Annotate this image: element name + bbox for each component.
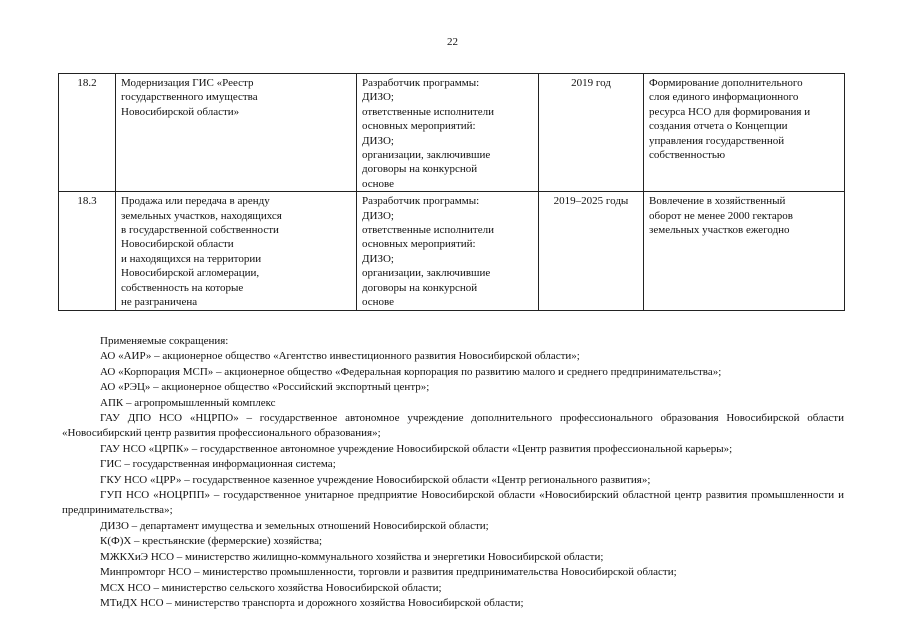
abbreviation-item: ГКУ НСО «ЦРР» – государственное казенное учреждение Новосибирской области «Центр регионального развития»; — [100, 473, 651, 486]
executor-cell-line: договоры на конкурсной — [362, 281, 478, 294]
measure-cell-line: Новосибирской области» — [121, 105, 240, 118]
abbreviation-item: ГИС – государственная информационная система; — [100, 458, 336, 471]
result-cell-line: собственностью — [649, 149, 726, 162]
row-number: 18.2 — [59, 74, 116, 192]
measure-cell-line: в государственной собственности — [121, 224, 279, 237]
executor-cell-line: ответственные исполнители — [362, 224, 494, 237]
executor-cell-line: Разработчик программы: — [362, 77, 480, 89]
result-cell-line: слоя единого информационного — [649, 91, 799, 104]
executor-cell-line: Разработчик программы: — [362, 195, 480, 208]
executor-cell-line: основе — [362, 296, 395, 309]
result-cell-line: ресурса НСО для формирования и — [649, 105, 811, 118]
result-cell-line: Вовлечение в хозяйственный — [649, 195, 786, 208]
term-cell: 2019 год — [539, 74, 644, 192]
measure-cell — [116, 74, 357, 192]
abbreviation-item: АПК – агропромышленный комплекс — [100, 396, 276, 409]
executor-cell-line: договоры на конкурсной — [362, 163, 478, 176]
abbreviation-item: ГАУ НСО «ЦРПК» – государственное автономное учреждение Новосибирской области «Центр развития профессиональной карьеры»; — [100, 442, 733, 455]
abbreviation-item: ДИЗО – департамент имущества и земельных отношений Новосибирской области; — [100, 519, 489, 532]
abbreviation-item: МЖКХиЭ НСО – министерство жилищно-коммунального хозяйства и энергетики Новосибирской области; — [100, 550, 604, 563]
executor-cell-line: организации, заключившие — [362, 267, 491, 280]
executor-cell — [357, 74, 539, 192]
abbreviation-item: ГАУ ДПО НСО «НЦРПО» – государственное автономное учреждение дополнительного профессионального образования Новосибирской области «Новосибирский центр развития профессионального образования»; — [62, 412, 844, 440]
abbreviation-item: ГУП НСО «НОЦРПП» – государственное унитарное предприятие Новосибирской области «Новосибирский областной центр развития промышленности и предпринимательства»; — [62, 489, 844, 517]
result-cell-line: создания отчета о Концепции — [649, 120, 788, 133]
measures-table — [58, 73, 845, 311]
executor-cell-line: ДИЗО; — [362, 91, 394, 104]
abbreviations-section — [62, 334, 844, 611]
abbreviation-item: МТиДХ НСО – министерство транспорта и дорожного хозяйства Новосибирской области; — [100, 596, 524, 609]
result-cell — [644, 74, 845, 192]
measure-cell-line: Новосибирской области — [121, 238, 234, 251]
result-cell-line: земельных участков ежегодно — [649, 224, 790, 237]
executor-cell-line: ответственные исполнители — [362, 105, 494, 118]
abbreviation-item: МСХ НСО – министерство сельского хозяйства Новосибирской области; — [100, 581, 442, 594]
abbreviation-item: АО «РЭЦ» – акционерное общество «Российский экспортный центр»; — [100, 381, 430, 394]
measure-cell-line: и находящихся на территории — [121, 252, 262, 265]
abbreviation-item: К(Ф)Х – крестьянские (фермерские) хозяйства; — [100, 535, 323, 548]
measure-cell — [116, 192, 357, 310]
measure-cell-line: Новосибирской агломерации, — [121, 267, 260, 280]
result-cell-line: управления государственной — [649, 134, 785, 147]
executor-cell-line: основных мероприятий: — [362, 120, 476, 133]
table-row — [59, 192, 845, 310]
page-number: 22 — [447, 36, 458, 48]
abbreviations-heading: Применяемые сокращения: — [100, 335, 229, 347]
executor-cell-line: организации, заключившие — [362, 149, 491, 162]
abbreviation-item: АО «АИР» – акционерное общество «Агентство инвестиционного развития Новосибирской области»; — [100, 350, 580, 363]
measure-cell-line: земельных участков, находящихся — [121, 209, 282, 222]
measure-cell-line: не разграничена — [121, 296, 198, 309]
result-cell — [644, 192, 845, 310]
abbreviation-item: АО «Корпорация МСП» – акционерное общество «Федеральная корпорация по развитию малого и среднего предпринимательства»; — [100, 365, 722, 378]
row-number: 18.3 — [59, 192, 116, 310]
abbreviation-item: Минпромторг НСО – министерство промышленности, торговли и развития предпринимательства Новосибирской области; — [100, 566, 677, 579]
term-cell: 2019–2025 годы — [539, 192, 644, 310]
executor-cell-line: основных мероприятий: — [362, 238, 476, 251]
executor-cell-line: ДИЗО; — [362, 252, 394, 265]
result-cell-line: Формирование дополнительного — [649, 77, 803, 89]
measure-cell-line: Модернизация ГИС «Реестр — [121, 77, 254, 89]
executor-cell-line: ДИЗО; — [362, 209, 394, 222]
measure-cell-line: собственность на которые — [121, 281, 244, 294]
measure-cell-line: государственного имущества — [121, 91, 258, 104]
executor-cell-line: основе — [362, 177, 395, 190]
executor-cell — [357, 192, 539, 310]
measure-cell-line: Продажа или передача в аренду — [121, 195, 270, 208]
table-row — [59, 74, 845, 192]
result-cell-line: оборот не менее 2000 гектаров — [649, 209, 793, 222]
executor-cell-line: ДИЗО; — [362, 134, 394, 147]
abbreviations-list — [62, 349, 844, 611]
